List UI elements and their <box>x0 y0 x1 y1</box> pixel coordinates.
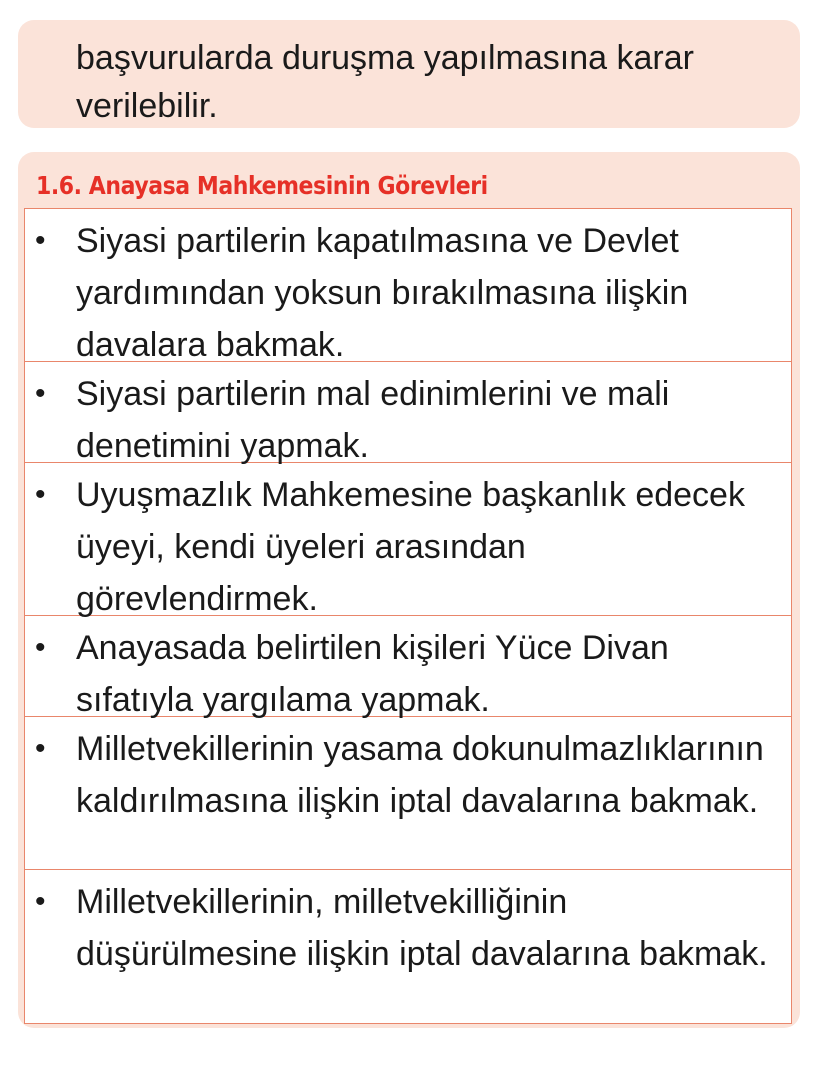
list-item <box>25 209 791 362</box>
bullet-icon: • <box>35 377 46 410</box>
section-title: 1.6. Anayasa Mahkemesinin Görevleri <box>36 171 488 200</box>
list-item <box>25 616 791 717</box>
bullet-icon: • <box>35 732 46 765</box>
list-item-text: Uyuşmazlık Mahkemesine başkanlık edecek üyeyi, kendi üyeleri arasından görevlendirmek. <box>76 476 745 618</box>
list-item <box>25 717 791 870</box>
bullet-icon: • <box>35 885 46 918</box>
list-item <box>25 463 791 616</box>
intro-box <box>18 20 800 128</box>
list-item <box>25 870 791 1023</box>
bullet-icon: • <box>35 478 46 511</box>
bullet-icon: • <box>35 224 46 257</box>
duties-section <box>18 152 800 1028</box>
list-item-text: Anayasada belirtilen kişileri Yüce Divan sıfatıyla yargılama yapmak. <box>76 629 669 719</box>
list-item-text: Siyasi partilerin mal edinimlerini ve mali denetimini yapmak. <box>76 375 670 465</box>
bullet-icon: • <box>35 631 46 664</box>
duties-list <box>24 208 792 1024</box>
list-item-text: Milletvekillerinin, milletvekilliğinin düşürülmesine ilişkin iptal davalarına bakmak. <box>76 883 768 973</box>
list-item-text: Siyasi partilerin kapatılmasına ve Devlet yardımından yoksun bırakılmasına ilişkin davalara bakmak. <box>76 222 689 364</box>
list-item-text: Milletvekillerinin yasama dokunulmazlıklarının kaldırılmasına ilişkin iptal davalarına bakmak. <box>76 730 764 820</box>
list-item <box>25 362 791 463</box>
intro-text: başvurularda duruşma yapılmasına karar verilebilir. <box>76 39 694 125</box>
